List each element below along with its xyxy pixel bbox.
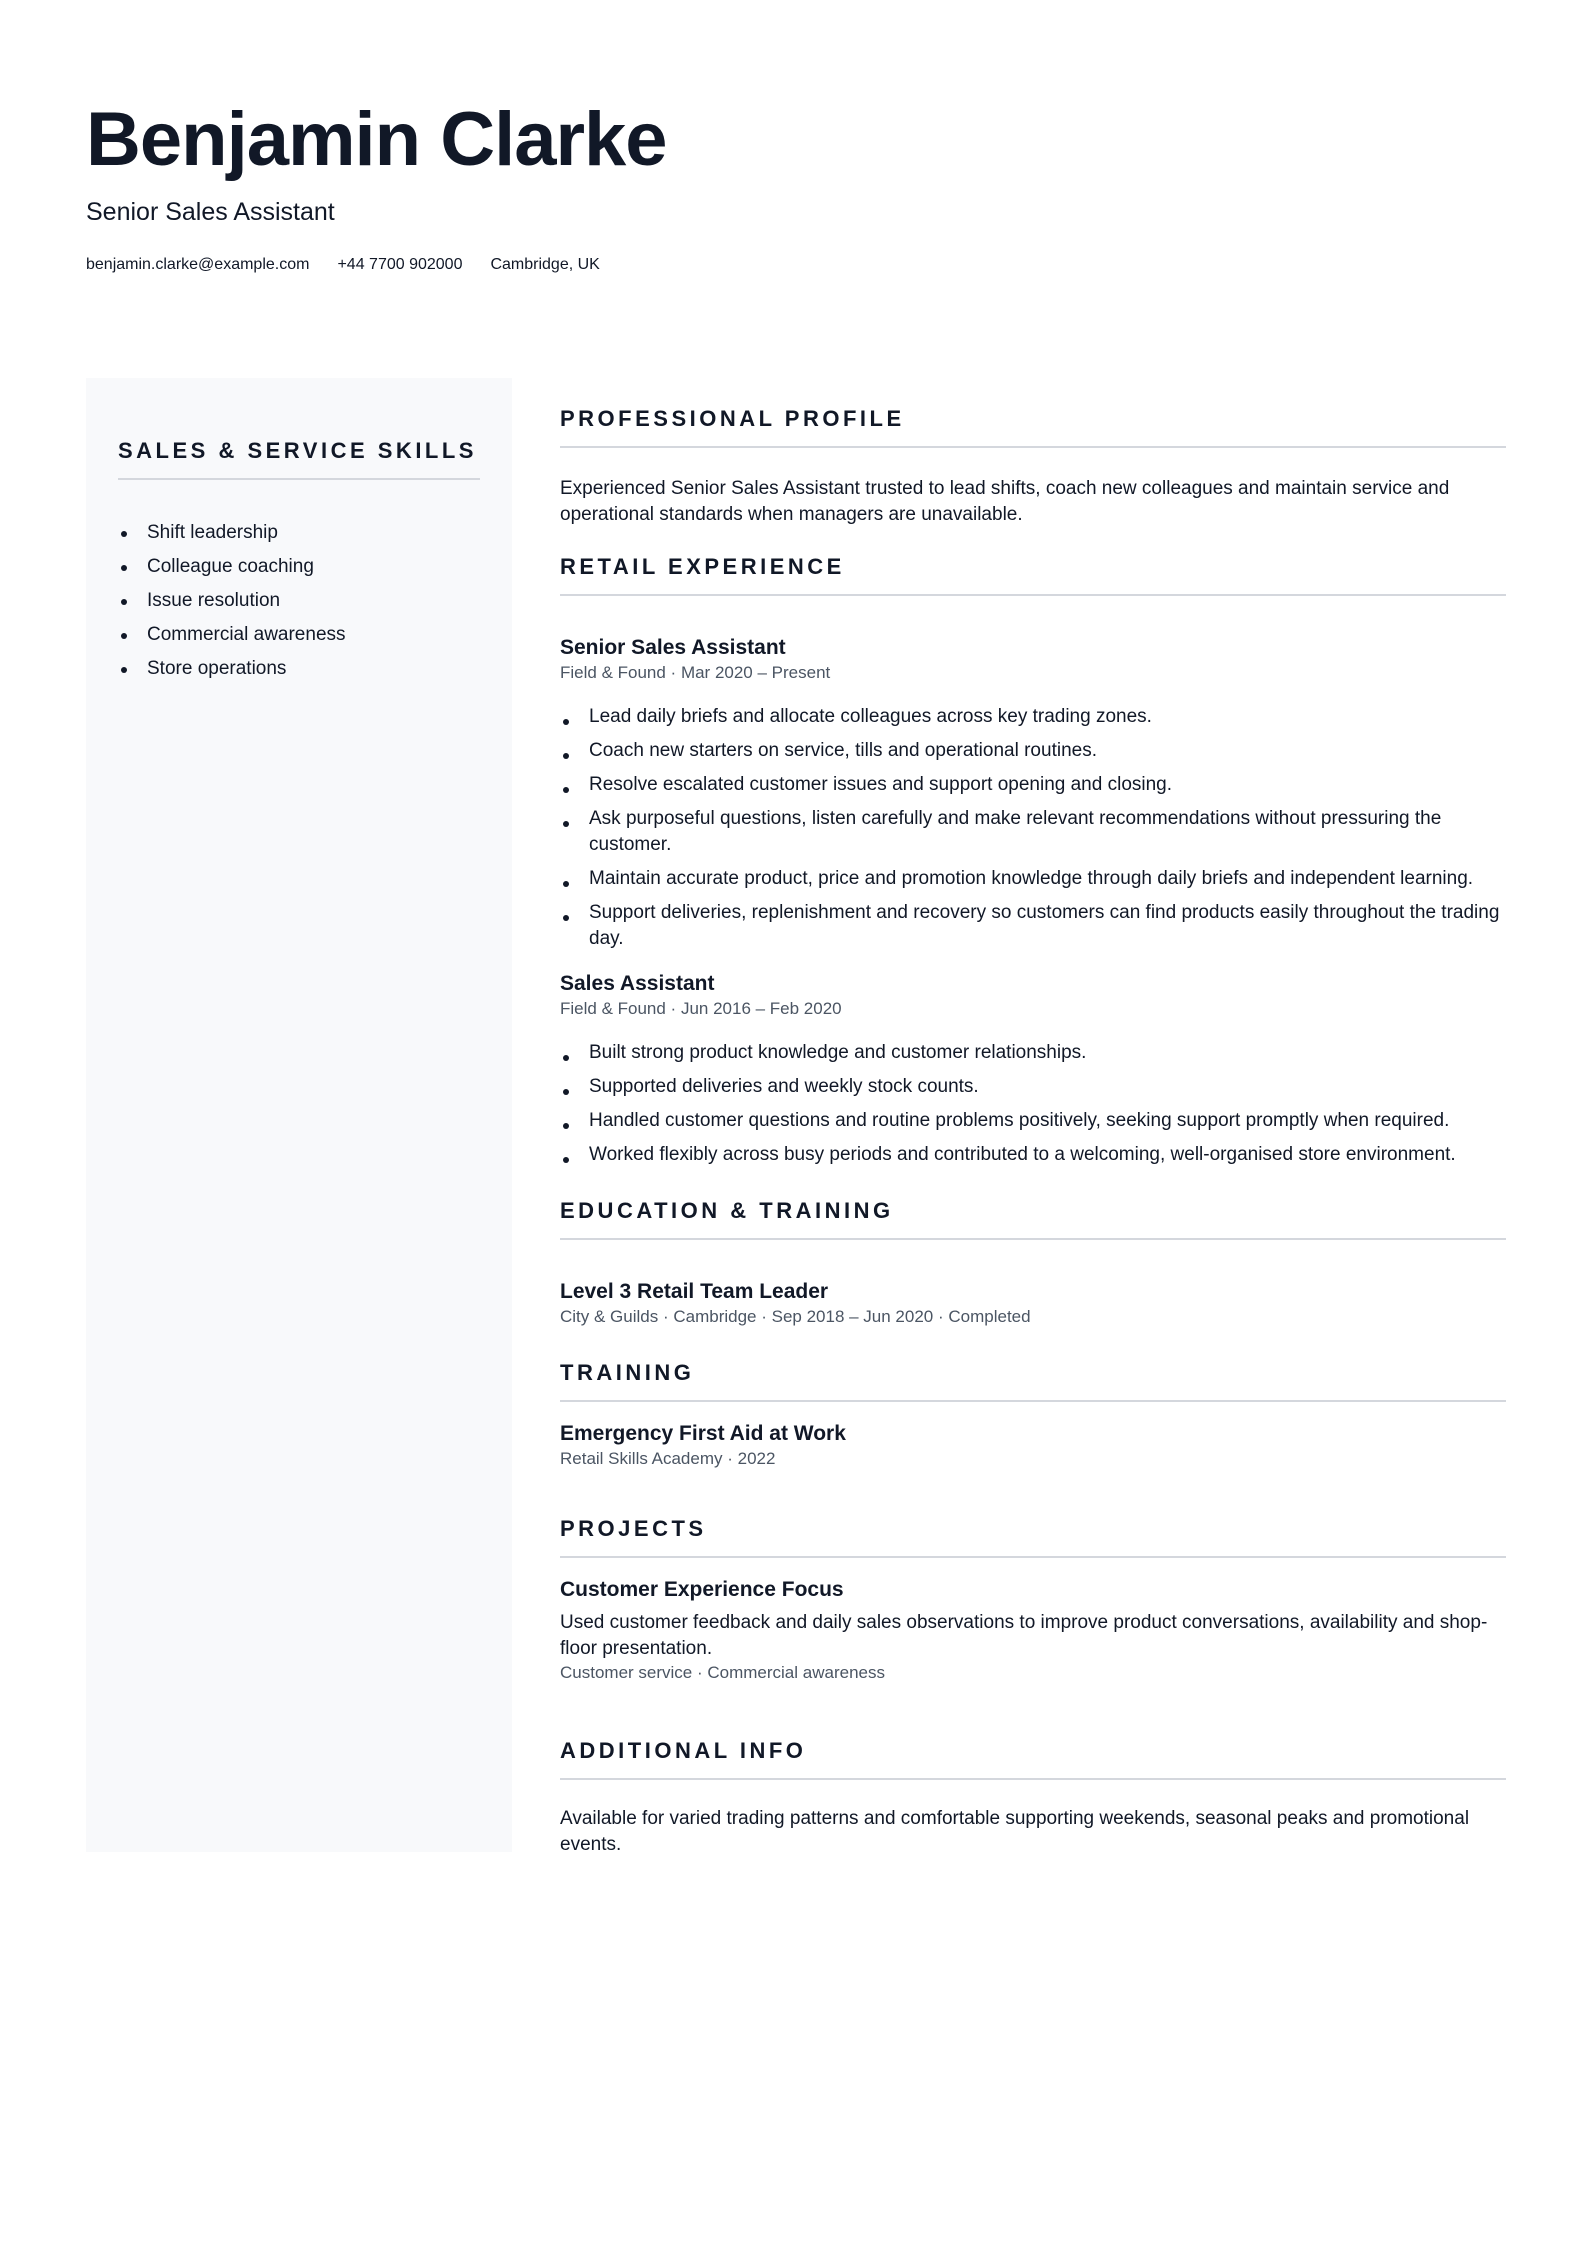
education-meta: City & Guilds · Cambridge · Sep 2018 – Jun 2020 · Completed (560, 1307, 1031, 1326)
job-bullet: Support deliveries, replenishment and recovery so customers can find products easily throughout the trading day. (560, 900, 1506, 952)
training-divider (560, 1400, 1506, 1402)
additional-text: Available for varied trading patterns and comfortable supporting weekends, seasonal peaks and promotional events. (560, 1808, 1470, 1855)
skills-heading: SALES & SERVICE SKILLS (118, 438, 477, 463)
skill-item: Store operations (118, 652, 480, 686)
training-meta: Retail Skills Academy · 2022 (560, 1449, 776, 1468)
training-section (560, 1358, 1506, 1470)
profile-divider (560, 446, 1506, 448)
job-meta: Field & Found · Mar 2020 – Present (560, 663, 831, 682)
contact-phone: +44 7700 902000 (337, 256, 463, 273)
education-section (560, 1196, 1506, 1328)
main-content (560, 404, 1506, 1858)
skills-divider (118, 478, 480, 480)
profile-section (560, 404, 1506, 528)
contact-info (86, 254, 600, 276)
job-bullet: Supported deliveries and weekly stock counts. (560, 1074, 1506, 1100)
projects-heading: PROJECTS (560, 1516, 707, 1541)
project-text: Used customer feedback and daily sales observations to improve product conversations, availability and shop-floor presentation. (560, 1612, 1488, 1659)
job-bullet: Worked flexibly across busy periods and contributed to a welcoming, well-organised store environment. (560, 1142, 1506, 1168)
job-entry (560, 634, 1506, 952)
job-bullet: Handled customer questions and routine problems positively, seeking support promptly when required. (560, 1108, 1506, 1134)
projects-divider (560, 1556, 1506, 1558)
contact-location: Cambridge, UK (490, 256, 600, 273)
job-title: Senior Sales Assistant (560, 636, 786, 659)
job-meta: Field & Found · Jun 2016 – Feb 2020 (560, 999, 842, 1018)
job-title: Sales Assistant (560, 972, 715, 995)
education-title: Level 3 Retail Team Leader (560, 1280, 829, 1303)
experience-section (560, 552, 1506, 1168)
job-bullet: Resolve escalated customer issues and support opening and closing. (560, 772, 1506, 798)
job-bullet: Coach new starters on service, tills and operational routines. (560, 738, 1506, 764)
education-heading: EDUCATION & TRAINING (560, 1198, 894, 1223)
profile-text: Experienced Senior Sales Assistant trusted to lead shifts, coach new colleagues and maintain service and operational standards when managers are unavailable. (560, 478, 1450, 525)
experience-divider (560, 594, 1506, 596)
job-bullet: Maintain accurate product, price and promotion knowledge through daily briefs and independent learning. (560, 866, 1506, 892)
candidate-title: Senior Sales Assistant (86, 198, 335, 226)
job-bullet: Lead daily briefs and allocate colleagues across key trading zones. (560, 704, 1506, 730)
candidate-name: Benjamin Clarke (86, 97, 667, 182)
profile-heading: PROFESSIONAL PROFILE (560, 406, 905, 431)
skill-item: Commercial awareness (118, 618, 480, 652)
training-title: Emergency First Aid at Work (560, 1422, 846, 1445)
project-meta: Customer service · Commercial awareness (560, 1663, 885, 1682)
additional-heading: ADDITIONAL INFO (560, 1738, 807, 1763)
skill-item: Issue resolution (118, 584, 480, 618)
job-bullet: Ask purposeful questions, listen carefully and make relevant recommendations without pressuring the customer. (560, 806, 1506, 858)
job-bullet: Built strong product knowledge and customer relationships. (560, 1040, 1506, 1066)
projects-section (560, 1514, 1506, 1684)
contact-email: benjamin.clarke@example.com (86, 256, 310, 273)
skills-sidebar (86, 378, 512, 1852)
job-entry (560, 970, 1506, 1168)
project-title: Customer Experience Focus (560, 1578, 844, 1601)
additional-section (560, 1736, 1506, 1858)
additional-divider (560, 1778, 1506, 1780)
job-bullets (560, 1040, 1506, 1168)
education-divider (560, 1238, 1506, 1240)
job-bullets (560, 704, 1506, 952)
skills-list (118, 516, 480, 686)
skill-item: Shift leadership (118, 516, 480, 550)
training-heading: TRAINING (560, 1360, 695, 1385)
experience-heading: RETAIL EXPERIENCE (560, 554, 845, 579)
skill-item: Colleague coaching (118, 550, 480, 584)
